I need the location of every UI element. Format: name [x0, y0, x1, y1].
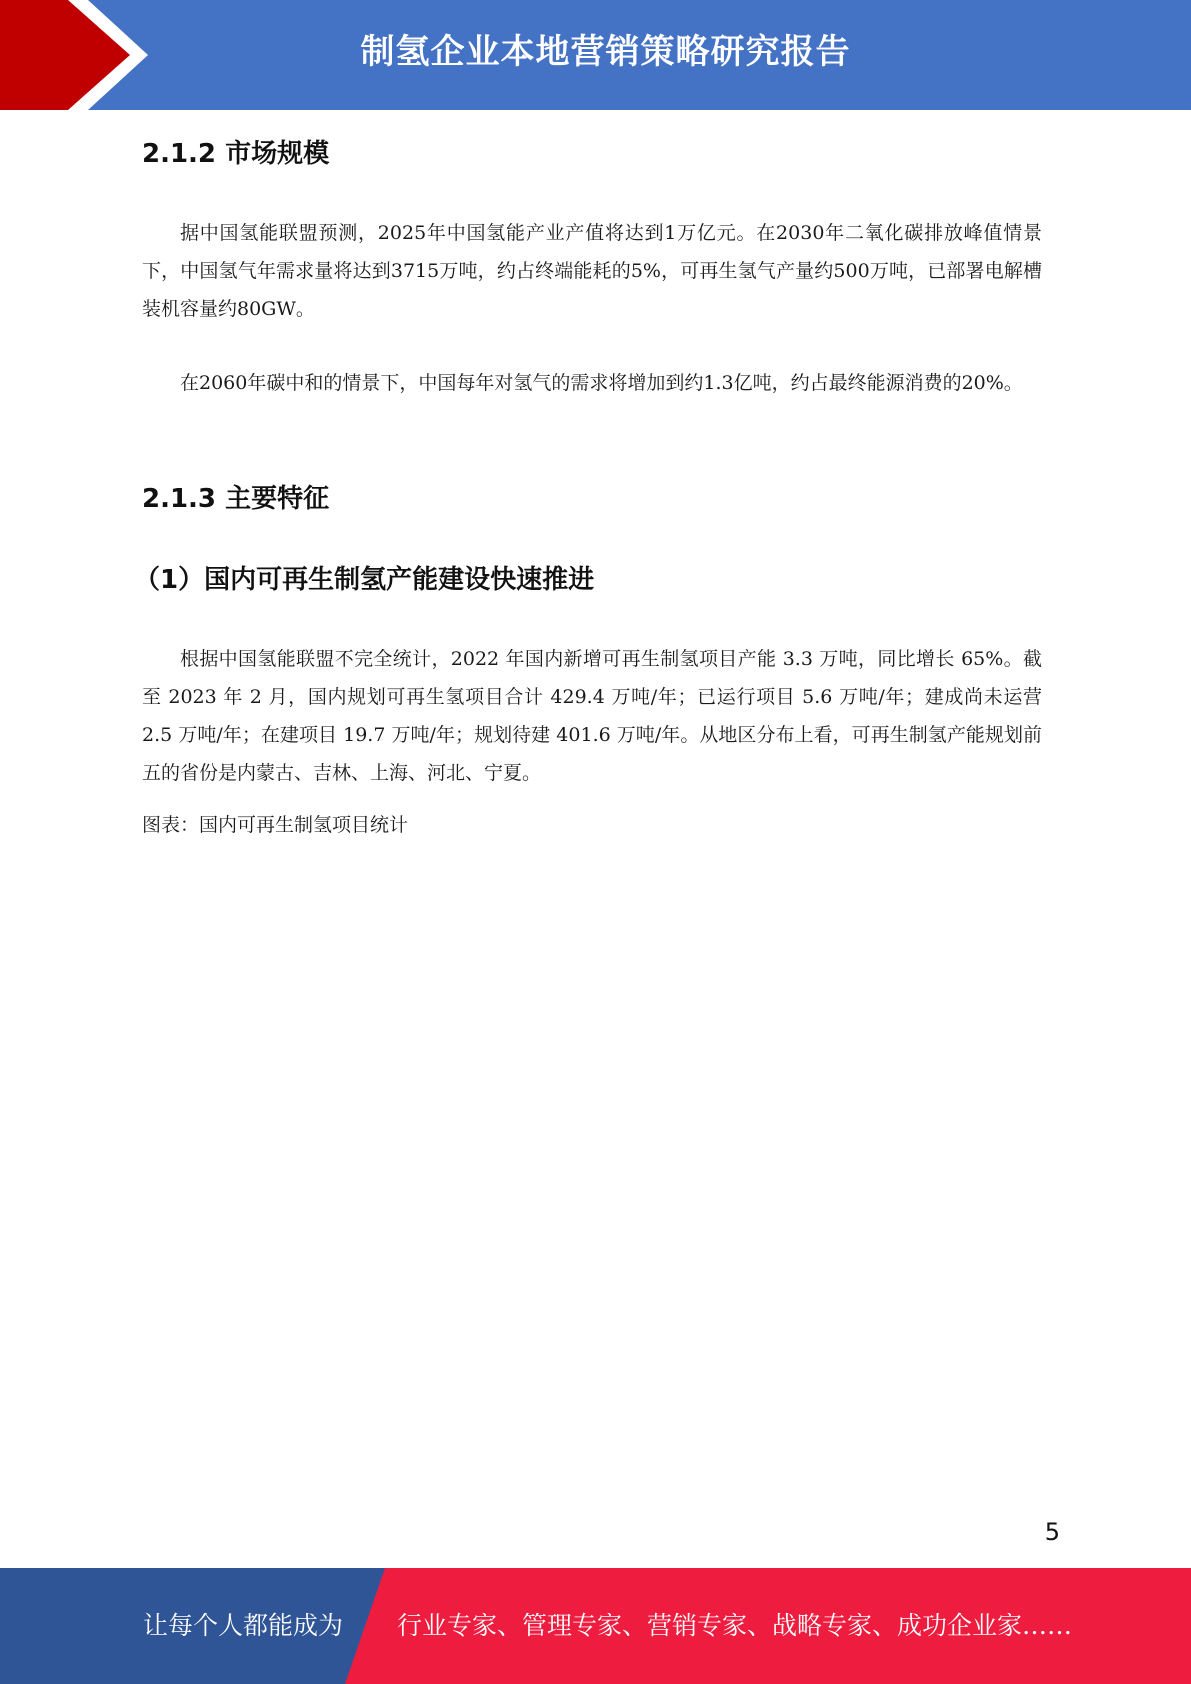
page-header	[0, 0, 1191, 110]
figure-caption: 图表：国内可再生制氢项目统计	[142, 814, 409, 836]
section-heading-main-features: 2.1.3 主要特征	[142, 484, 330, 514]
page-number: 5	[1044, 1518, 1060, 1546]
subheading-capacity-construction: （1）国内可再生制氢产能建设快速推进	[134, 565, 595, 595]
section-heading-market-size: 2.1.2 市场规模	[142, 139, 330, 169]
footer-slogan-left: 让每个人都能成为	[143, 1611, 344, 1640]
paragraph-carbon-neutral: 在2060年碳中和的情景下，中国每年对氢气的需求将增加到约1.3亿吨，约占最终能源消费的20%。	[180, 372, 1023, 394]
paragraph-renewable-hydrogen-stats: 根据中国氢能联盟不完全统计，2022 年国内新增可再生制氢项目产能 3.3 万吨，同比增长 65%。截至 2023 年 2 月，国内规划可再生氢项目合计 429.4 万吨/年；已运行项目 5.6 万吨/年；建成尚未运营 2.5 万吨/年；在建项目 19.7 万吨/年；规划待建 401.6 万吨/年。从地区分布上看，可再生制氢产能规划前五的省份是内蒙古、吉林、上海、河北、宁夏。	[142, 648, 1042, 784]
page-footer	[0, 1568, 1191, 1684]
page-content	[134, 110, 1042, 844]
report-title: 制氢企业本地营销策略研究报告	[360, 32, 851, 72]
footer-slogan-right: 行业专家、管理专家、营销专家、战略专家、成功企业家……	[397, 1611, 1073, 1640]
paragraph-market-forecast: 据中国氢能联盟预测，2025年中国氢能产业产值将达到1万亿元。在2030年二氧化碳排放峰值情景下，中国氢气年需求量将达到3715万吨，约占终端能耗的5%，可再生氢气产量约500万吨，已部署电解槽装机容量约80GW。	[142, 222, 1042, 320]
